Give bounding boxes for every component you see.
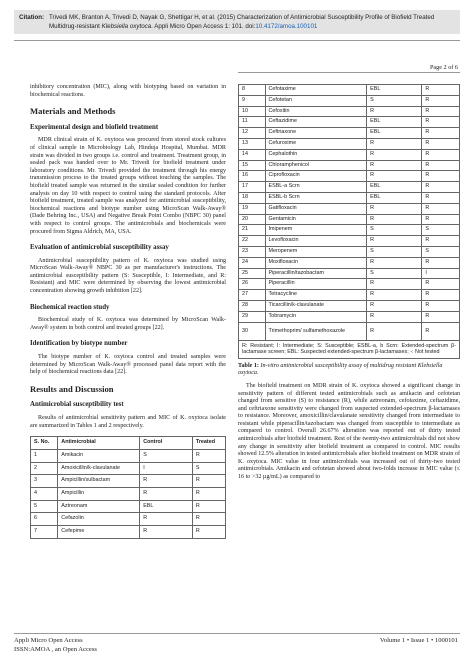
table-row xyxy=(31,462,226,475)
susceptibility-paragraph: Results of antimicrobial sensitivity pattern and MIC of K. oxytoca isolate are summarized in Tables 1 and 2 respectively. xyxy=(30,415,226,429)
cell-sno: 24 xyxy=(239,257,266,268)
cell-control: R xyxy=(140,513,193,526)
cell-control: R xyxy=(367,106,422,117)
cell-antimicrobial: Tetracycline xyxy=(265,290,367,301)
cell-control: R xyxy=(367,300,422,311)
cell-control: R xyxy=(367,138,422,149)
table-row xyxy=(239,106,460,117)
table-row xyxy=(239,203,460,214)
table-row xyxy=(239,257,460,268)
cell-sno: 6 xyxy=(31,513,58,526)
cell-treated: R xyxy=(192,475,225,488)
cell-antimicrobial: Cefepime xyxy=(58,526,140,539)
table-row xyxy=(239,117,460,128)
cell-sno: 16 xyxy=(239,171,266,182)
cell-antimicrobial: Tobramycin xyxy=(265,311,367,322)
cell-antimicrobial: Gatifloxacin xyxy=(265,203,367,214)
cell-control: EBL xyxy=(140,500,193,513)
table-caption-label: Table 1: xyxy=(238,362,259,369)
table-body-right xyxy=(239,85,460,341)
cell-antimicrobial: Moxifloxacin xyxy=(265,257,367,268)
cell-sno: 25 xyxy=(239,268,266,279)
table-row xyxy=(31,487,226,500)
citation-journal: . Appli Micro Open Access 1: 101. doi: xyxy=(151,23,256,30)
susceptibility-heading: Antimicrobial susceptibility test xyxy=(30,401,124,409)
cell-control: S xyxy=(367,225,422,236)
biotype-paragraph: The biotype number of K. oxytoca control and treated samples were determined by MicroScan Walk-Away® processed panel data report with the help of biochemical reactions data [22]. xyxy=(30,354,226,376)
table-row xyxy=(239,311,460,322)
cell-antimicrobial: Ciprofloxacin xyxy=(265,171,367,182)
cell-treated: R xyxy=(422,85,460,96)
left-column xyxy=(30,84,226,539)
cell-treated: R xyxy=(422,160,460,171)
cell-treated: R xyxy=(422,279,460,290)
cell-antimicrobial: Cefuroxime xyxy=(265,138,367,149)
header-control: Control xyxy=(140,437,193,450)
page-number: Page 2 of 6 xyxy=(429,64,458,71)
cell-treated: R xyxy=(422,171,460,182)
table-row xyxy=(239,225,460,236)
discussion-paragraph: The biofield treatment on MDR strain of K. oxytoca showed a significant change in sensitivity pattern of different tested antimicrobials such as amikacin and cefotetan changed from sensitive (S) to resistance (R), while aztreonam, cefotaxime, ceftazidime, and ceftriaxone sensitivity were changed from suspected extended-spectrum β-lactamases to resistance. Moreover, amoxicillin/clavulanate sensitivity changed from intermediate to resistant while piperacillin/tazobactam was changed from susceptible to intermediate as compared to control. Overall 26.67% alteration was reported out of thirty tested antimicrobials after biofield treatment. Rest of the twenty-two antimicrobials did not show any change in sensitivity after biofield treatment as compared to control. MIC results showed 12.5% alteration in tested antimicrobials after biofield treatment on MDR strain of K. oxytoca. MIC value in four antimicrobials was increased out of thirty-two tested antimicrobials. Amikacin and cefotetan showed about two-folds increase in MIC value (≤ 16 to >32 µg/mL) as compared to xyxy=(238,382,460,481)
cell-antimicrobial: Cefoxitin xyxy=(265,106,367,117)
cell-antimicrobial: Piperacillin/tazobactam xyxy=(265,268,367,279)
cell-treated: R xyxy=(422,192,460,203)
cell-treated: R xyxy=(192,449,225,462)
cell-treated: R xyxy=(422,106,460,117)
footer-volume: Volume 1 • Issue 1 • 1000101 xyxy=(379,637,458,644)
page-number-rule xyxy=(238,72,460,73)
header-antimicrobial: Antimicrobial xyxy=(58,437,140,450)
cell-treated: R xyxy=(422,322,460,340)
cell-control: S xyxy=(367,268,422,279)
table-row xyxy=(239,128,460,139)
cell-antimicrobial: Chloramphenicol xyxy=(265,160,367,171)
cell-sno: 23 xyxy=(239,246,266,257)
results-heading: Results and Discussion xyxy=(30,383,114,394)
cell-treated: R xyxy=(422,236,460,247)
table-caption xyxy=(238,363,460,378)
cell-treated: R xyxy=(422,182,460,193)
cell-treated: R xyxy=(422,149,460,160)
cell-control: EBL xyxy=(367,128,422,139)
cell-antimicrobial: Aztreonam xyxy=(58,500,140,513)
evaluation-heading: Evaluation of antimicrobial susceptibility assay xyxy=(30,244,169,252)
cell-control: R xyxy=(367,279,422,290)
cell-sno: 22 xyxy=(239,236,266,247)
header-rule xyxy=(14,40,460,41)
cell-treated: R xyxy=(422,311,460,322)
cell-control: R xyxy=(367,290,422,301)
cell-sno: 30 xyxy=(239,322,266,340)
cell-sno: 9 xyxy=(239,95,266,106)
table-row xyxy=(239,279,460,290)
cell-sno: 10 xyxy=(239,106,266,117)
cell-treated: R xyxy=(192,487,225,500)
cell-treated: R xyxy=(422,300,460,311)
cell-antimicrobial: ESBL-a Scrn xyxy=(265,182,367,193)
cell-treated: S xyxy=(192,462,225,475)
citation-body: Trivedi MK, Branton A, Trivedi D, Nayak G, Shettigar H, et al. (2015) Characterization of Antimicrobial Susceptibility Profile of Biofield Treated Multidrug-resistant xyxy=(49,14,435,30)
biochemical-heading: Biochemical reaction study xyxy=(30,303,110,311)
table-row xyxy=(31,513,226,526)
cell-treated: R xyxy=(192,526,225,539)
biotype-heading: Identification by biotype number xyxy=(30,340,128,348)
cell-sno: 5 xyxy=(31,500,58,513)
table-body-left xyxy=(31,449,226,538)
footer-rule xyxy=(14,633,460,634)
intro-paragraph: inhibitory concentration (MIC), along with biotyping based on variation in biochemical reactions. xyxy=(30,84,226,98)
cell-antimicrobial: Ceftriaxone xyxy=(265,128,367,139)
cell-treated: I xyxy=(422,268,460,279)
footer-journal: Appli Micro Open Access xyxy=(14,637,83,644)
cell-control: R xyxy=(140,475,193,488)
header-sno: S. No. xyxy=(31,437,58,450)
cell-antimicrobial: Amoxicillin/k-clavulanate xyxy=(58,462,140,475)
cell-antimicrobial: Meropenem xyxy=(265,246,367,257)
table-row xyxy=(239,192,460,203)
table-row xyxy=(239,182,460,193)
table-row xyxy=(31,449,226,462)
cell-control: R xyxy=(367,311,422,322)
cell-antimicrobial: Ticarcillin/k-clavulanate xyxy=(265,300,367,311)
citation-doi-link[interactable]: 10.4172/amoa.100101 xyxy=(255,23,318,30)
cell-antimicrobial: Amikacin xyxy=(58,449,140,462)
evaluation-paragraph: Antimicrobial susceptibility pattern of K. oxytoca was studied using MicroScan Walk-Away® NBPC 30 as per manufacturer's instructions. The antimicrobial susceptibility pattern (S: Susceptible, I: Intermediate, and R: Resistant) and MIC were determined by observing the lowest antimicrobial concentration showing growth inhibition [22]. xyxy=(30,257,226,295)
cell-sno: 12 xyxy=(239,128,266,139)
table-caption-text: In-vitro antimicrobial susceptibility assay of multidrug resistant Klebsiella oxytoca. xyxy=(238,362,443,377)
table-row xyxy=(239,290,460,301)
table-row xyxy=(31,475,226,488)
cell-treated: S xyxy=(422,225,460,236)
citation-label: Citation: xyxy=(19,14,45,21)
cell-sno: 17 xyxy=(239,182,266,193)
cell-sno: 29 xyxy=(239,311,266,322)
cell-sno: 7 xyxy=(31,526,58,539)
cell-antimicrobial: Levofloxacin xyxy=(265,236,367,247)
cell-antimicrobial: Trimethoprim/ sulfamethoxazole xyxy=(265,322,367,340)
table-row xyxy=(239,160,460,171)
cell-control: R xyxy=(140,487,193,500)
cell-sno: 21 xyxy=(239,225,266,236)
cell-control: R xyxy=(140,526,193,539)
cell-antimicrobial: Gentamicin xyxy=(265,214,367,225)
cell-treated: R xyxy=(422,95,460,106)
table-row xyxy=(239,246,460,257)
header-treated: Treated xyxy=(192,437,225,450)
cell-sno: 11 xyxy=(239,117,266,128)
cell-treated: R xyxy=(422,117,460,128)
cell-control: EBL xyxy=(367,182,422,193)
table-1-part-1 xyxy=(30,436,226,539)
cell-treated: R xyxy=(422,128,460,139)
cell-control: R xyxy=(367,236,422,247)
table-row xyxy=(239,85,460,96)
cell-treated: R xyxy=(192,513,225,526)
cell-antimicrobial: Cefotetan xyxy=(265,95,367,106)
table-row xyxy=(239,171,460,182)
cell-sno: 2 xyxy=(31,462,58,475)
citation-organism: Klebsiella oxytoca xyxy=(101,23,152,30)
cell-treated: R xyxy=(422,290,460,301)
cell-control: I xyxy=(140,462,193,475)
table-footnote: R: Resistant; I: Intermediate; S: Susceptible; ESBL-a, b Scrn: Extended-spectrum β-lactamase screen; EBL: Suspected extended-spectrum β-lactamases; -: Not tested xyxy=(239,340,460,358)
cell-control: R xyxy=(367,257,422,268)
cell-control: S xyxy=(367,95,422,106)
table-row xyxy=(239,236,460,247)
cell-control: R xyxy=(367,171,422,182)
cell-antimicrobial: Ampicillin xyxy=(58,487,140,500)
right-column xyxy=(238,84,460,486)
table-row xyxy=(239,95,460,106)
cell-antimicrobial: Ampicillin/sulbactam xyxy=(58,475,140,488)
table-row xyxy=(239,138,460,149)
cell-sno: 3 xyxy=(31,475,58,488)
cell-antimicrobial: Cephalothin xyxy=(265,149,367,160)
table-row xyxy=(239,149,460,160)
cell-sno: 15 xyxy=(239,160,266,171)
methods-heading: Materials and Methods xyxy=(30,106,116,117)
cell-antimicrobial: ESBL-b Scrn xyxy=(265,192,367,203)
cell-control: R xyxy=(367,322,422,340)
footer-issn: ISSN:AMOA , an Open Access xyxy=(14,645,97,653)
cell-sno: 8 xyxy=(239,85,266,96)
experimental-heading: Experimental design and biofield treatment xyxy=(30,123,159,131)
citation-text xyxy=(49,13,455,31)
cell-sno: 18 xyxy=(239,192,266,203)
table-header-row xyxy=(31,437,226,450)
cell-treated: R xyxy=(422,257,460,268)
table-row xyxy=(31,500,226,513)
cell-sno: 4 xyxy=(31,487,58,500)
cell-sno: 1 xyxy=(31,449,58,462)
cell-antimicrobial: Imipenem xyxy=(265,225,367,236)
experimental-paragraph: MDR clinical strain of K. oxytoca was procured from stored stock cultures of clinical sample in Microbiology Lab, Hinduja Hospital, Mumbai. MDR strain was divided in two groups i.e. control and treatment. Treatment group, in sealed pack was handed over to Mr. Trivedi for biofield treatment under laboratory conditions. Mr. Trivedi provided the treatment through his energy transmission process to the treated groups without touching the samples. The biofield treated sample was returned in the similar sealed condition for further analysis on day 10 with respect to control using the standard protocols. After biofield treatment, treated sample was analyzed for antimicrobial susceptibility, biochemical reactions and biotype number using MicroScan Walk-Away® (Dade Behring Inc., USA) and Negative Break Point Combo (NBPC 30) panel with respect to control groups. The antimicrobials and biochemicals were procured from Sigma Aldrich, MA, USA. xyxy=(30,137,226,235)
table-row xyxy=(31,526,226,539)
cell-treated: R xyxy=(422,214,460,225)
table-row xyxy=(239,214,460,225)
table-footnote-row xyxy=(239,340,460,358)
cell-sno: 28 xyxy=(239,300,266,311)
cell-control: S xyxy=(367,246,422,257)
footer-journal-block xyxy=(14,637,97,654)
cell-antimicrobial: Cefotaxime xyxy=(265,85,367,96)
cell-sno: 27 xyxy=(239,290,266,301)
cell-control: EBL xyxy=(367,192,422,203)
cell-antimicrobial: Piperacillin xyxy=(265,279,367,290)
cell-control: R xyxy=(367,214,422,225)
table-row xyxy=(239,300,460,311)
cell-control: R xyxy=(367,149,422,160)
table-row xyxy=(239,322,460,340)
cell-sno: 13 xyxy=(239,138,266,149)
cell-treated: R xyxy=(422,138,460,149)
cell-treated: R xyxy=(192,500,225,513)
cell-treated: R xyxy=(422,203,460,214)
cell-control: R xyxy=(367,203,422,214)
citation-box xyxy=(14,10,460,34)
cell-control: S xyxy=(140,449,193,462)
cell-treated: S xyxy=(422,246,460,257)
cell-control: EBL xyxy=(367,117,422,128)
cell-control: EBL xyxy=(367,85,422,96)
cell-control: R xyxy=(367,160,422,171)
cell-sno: 26 xyxy=(239,279,266,290)
cell-sno: 14 xyxy=(239,149,266,160)
cell-antimicrobial: Ceftazidime xyxy=(265,117,367,128)
biochemical-paragraph: Biochemical study of K. oxytoca was determined by MicroScan Walk-Away® system in both control and treated groups [22]. xyxy=(30,317,226,331)
cell-antimicrobial: Cefazolin xyxy=(58,513,140,526)
table-row xyxy=(239,268,460,279)
cell-sno: 19 xyxy=(239,203,266,214)
table-1-part-2 xyxy=(238,84,460,359)
cell-sno: 20 xyxy=(239,214,266,225)
